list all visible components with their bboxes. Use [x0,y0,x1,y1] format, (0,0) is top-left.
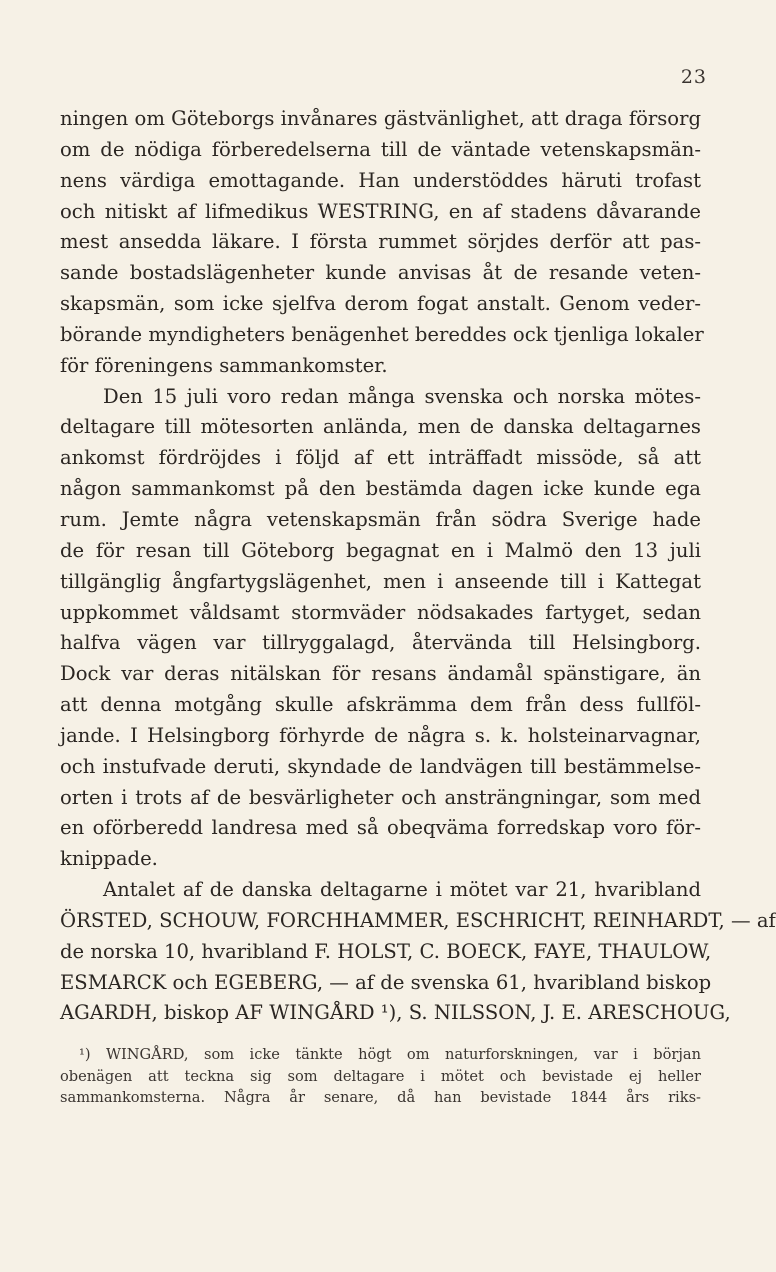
footnote-line: obenägen att teckna sig som deltagare i mötet och bevistade ej heller [60,1067,701,1085]
text-line: Antalet af de danska deltagarne i mötet var 21, hvaribland [103,878,701,902]
text-line: mest ansedda läkare. I första rummet sörjdes derför att pas- [60,230,701,254]
text-line: och instufvade deruti, skyndade de landvägen till bestämmelse- [60,754,701,778]
text-line: knippade. [60,847,158,871]
text-line: orten i trots af de besvärligheter och ansträngningar, som med [60,785,701,809]
text-line: nens värdiga emottagande. Han understöddes häruti trofast [60,168,701,192]
text-line: och nitiskt af lifmedikus WESTRING, en af stadens dåvarande [60,199,701,223]
text-line: börande myndigheters benägenhet bereddes ock tjenliga lokaler [60,322,704,346]
text-line: för föreningens sammankomster. [60,353,388,377]
text-line: Den 15 juli voro redan många svenska och norska mötes- [103,384,701,408]
text-line: tillgänglig ångfartygslägenhet, men i anseende till i Kattegat [60,569,701,593]
text-line: rum. Jemte några vetenskapsmän från södra Sverige hade [60,507,701,531]
text-line: jande. I Helsingborg förhyrde de några s. k. holsteinarvagnar, [60,723,701,747]
footnote-line: ¹) WINGÅRD, som icke tänkte högt om naturforskningen, var i början [79,1046,701,1063]
text-line: de för resan till Göteborg begagnat en i Malmö den 13 juli [60,538,701,562]
text-line: sande bostadslägenheter kunde anvisas åt de resande veten- [60,261,701,285]
text-line: ÖRSTED, SCHOUW, FORCHHAMMER, ESCHRICHT, REINHARDT, — af [60,908,776,932]
text-line: skapsmän, som icke sjelfva derom fogat anstalt. Genom veder- [60,292,701,316]
text-line: AGARDH, biskop AF WINGÅRD ¹), S. NILSSON, J. E. ARESCHOUG, [60,1001,731,1025]
page-number: 23 [680,66,707,88]
text-line: halfva vägen var tillryggalagd, återvända till Helsingborg. [60,631,701,655]
text-line: deltagare till mötesorten anlända, men de danska deltagarnes [60,415,701,439]
text-line: uppkommet våldsamt stormväder nödsakades fartyget, sedan [60,600,701,624]
text-line: ESMARCK och EGEBERG, — af de svenska 61, hvaribland biskop [60,970,712,994]
text-line: om de nödiga förberedelserna till de väntade vetenskapsmän- [60,137,701,161]
text-line: ankomst fördröjdes i följd af ett inträffadt missöde, så att [60,446,701,470]
footnote [60,1044,701,1109]
text-line: Dock var deras nitälskan för resans ändamål spänstigare, än [60,662,701,686]
text-line: de norska 10, hvaribland F. HOLST, C. BOECK, FAYE, THAULOW, [60,939,712,963]
text-line: en oförberedd landresa med så obeqväma forredskap voro för- [60,816,701,840]
footnote-line: sammankomsterna. Några år senare, då han bevistade 1844 års riks- [60,1089,701,1106]
body-text [60,104,776,1029]
text-line: att denna motgång skulle afskrämma dem från dess fullföl- [60,693,701,717]
text-line: någon sammankomst på den bestämda dagen icke kunde ega [60,477,701,501]
text-line: ningen om Göteborgs invånares gästvänlighet, att draga försorg [60,107,701,130]
